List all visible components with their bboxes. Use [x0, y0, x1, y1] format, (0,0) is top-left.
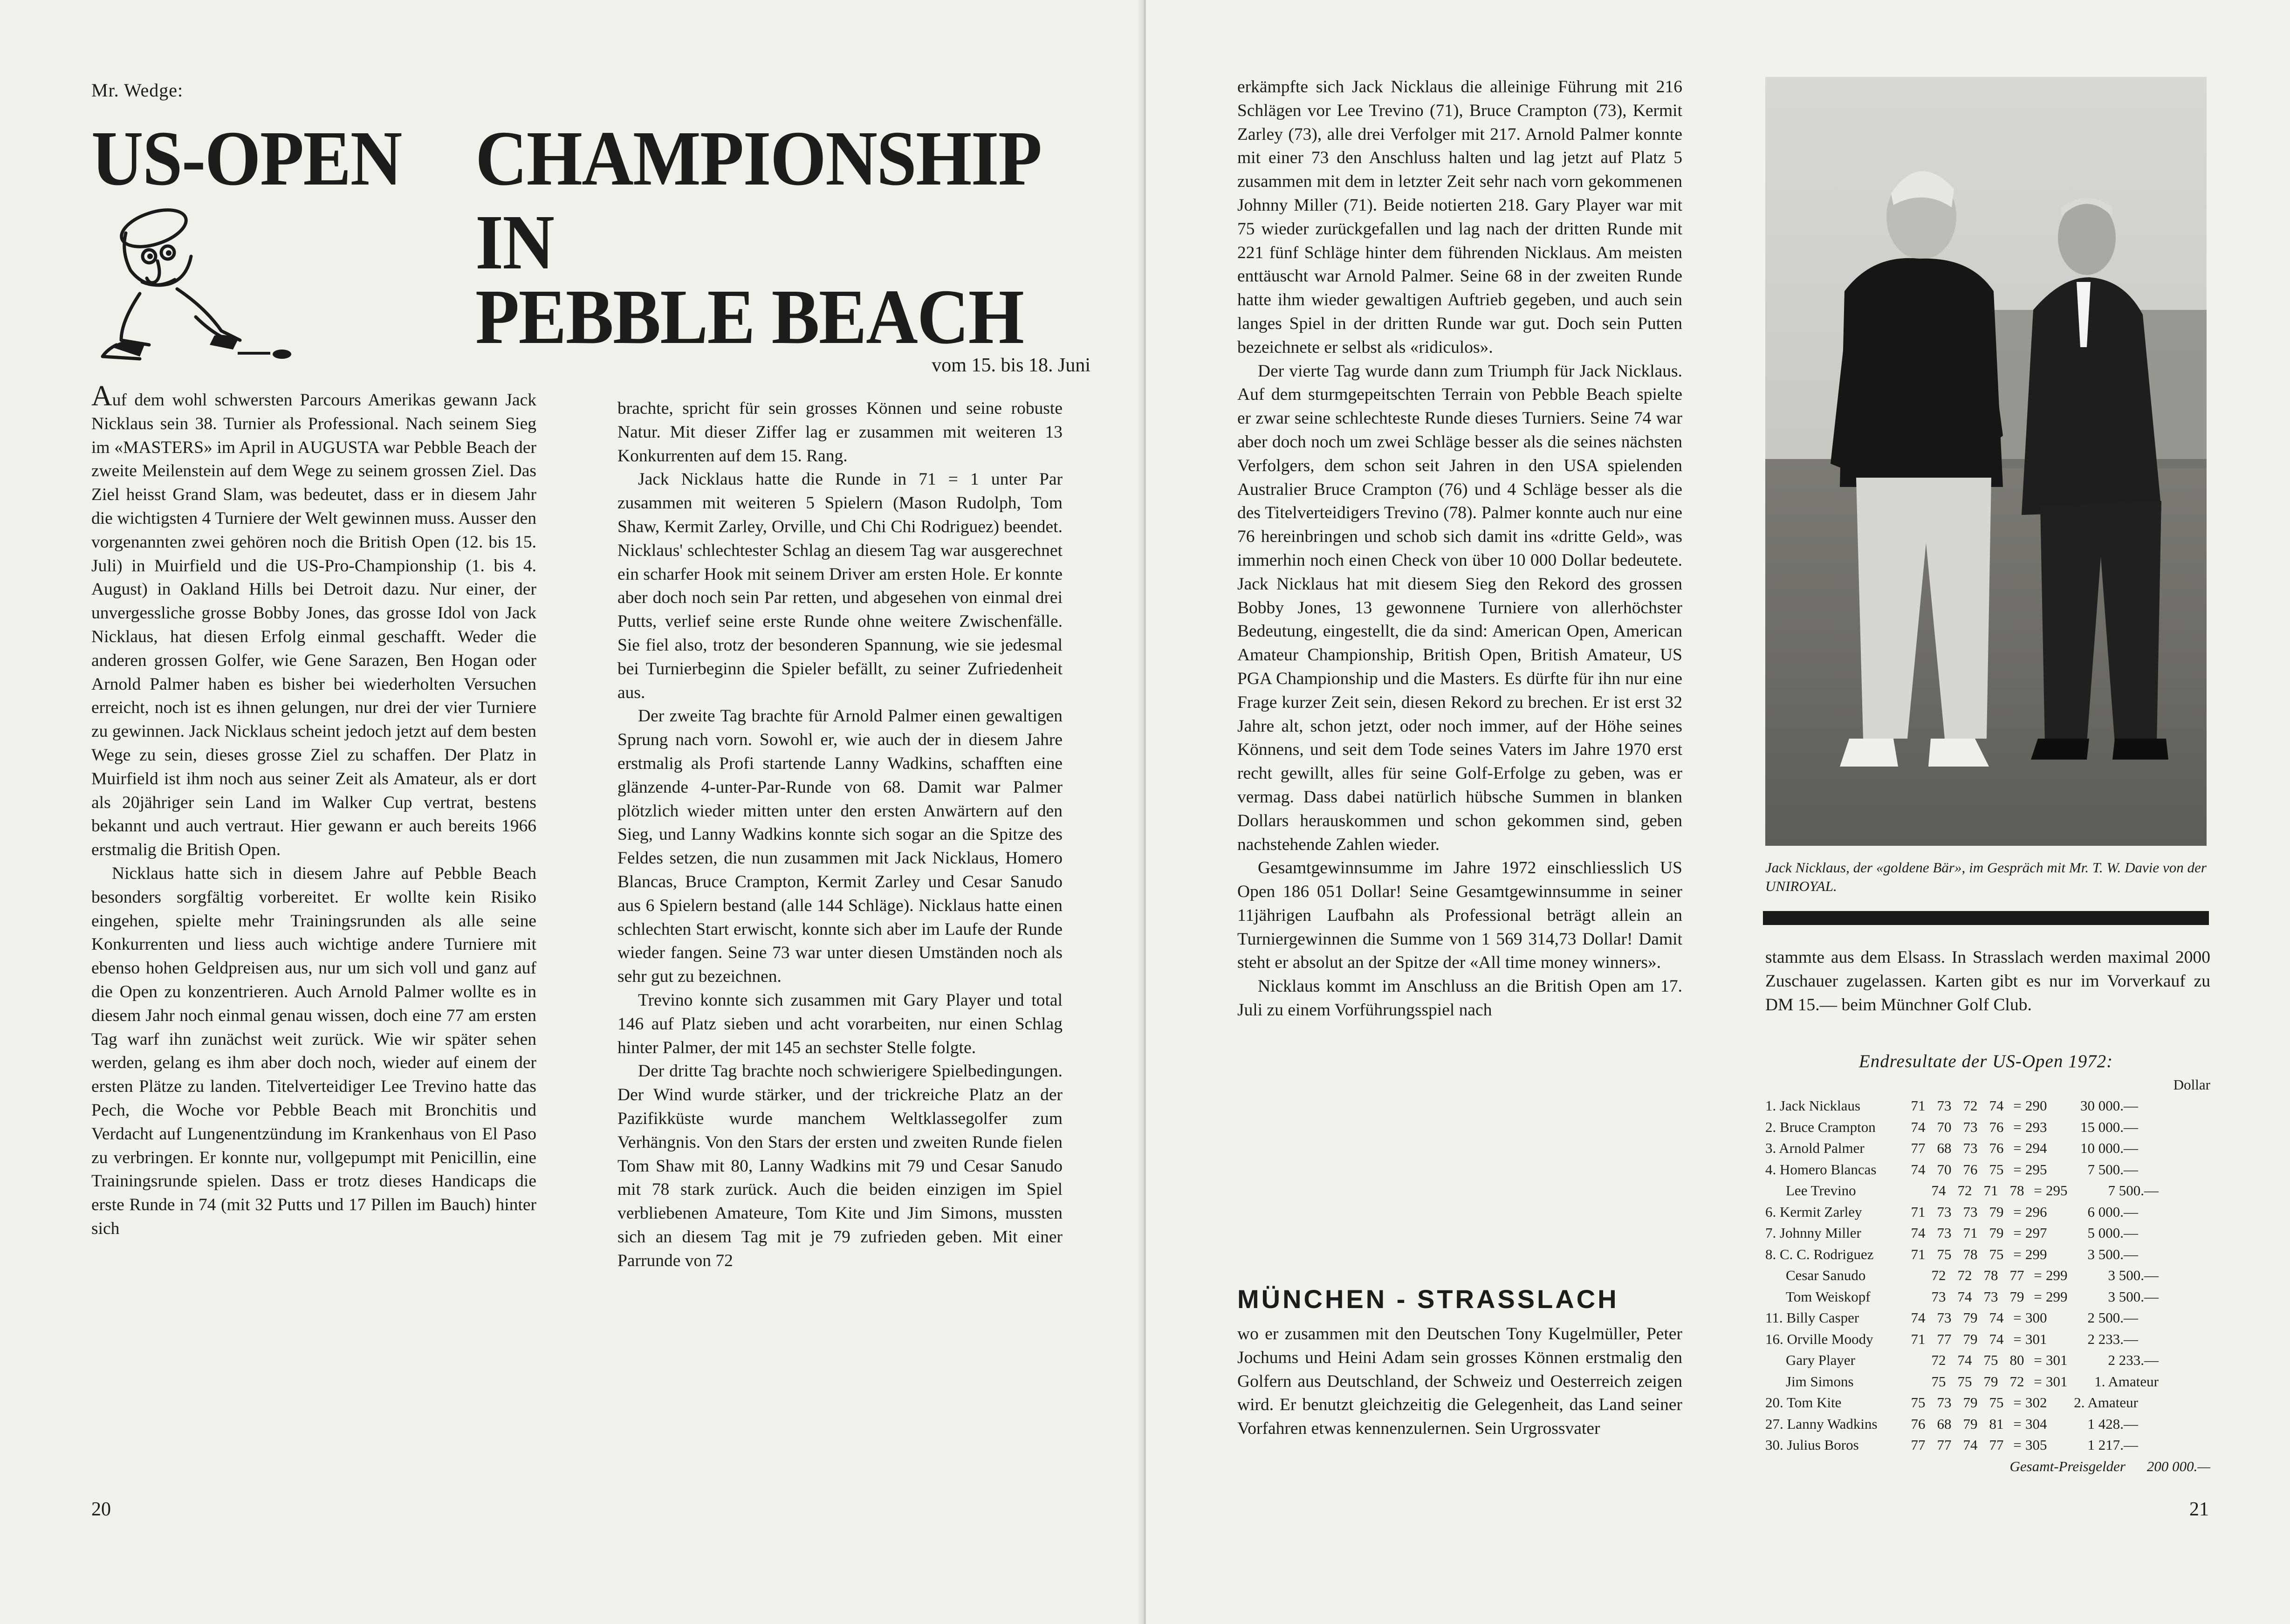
equals-sign: =: [2013, 1140, 2022, 1157]
round-4-score: 75: [1989, 1394, 2004, 1411]
equals-sign: =: [2013, 1225, 2022, 1241]
round-3-score: 79: [1963, 1394, 1978, 1411]
round-2-score: 72: [1957, 1267, 1972, 1284]
paragraph: Der dritte Tag brachte noch schwierigere Spielbedingungen. Der Wind wurde stärker, und der trickreiche Platz an der Pazifikküste wurde manchem Weltklassegolfer zum Verhängnis. Von den Stars der ersten und zweiten Runde fielen Tom Shaw mit 80, Lanny Wadkins mit 79 und Cesar Sanudo mit 78 stark zurück. Auch die beiden einzigen im Spiel verbliebenen Amateure, Tom Kite und Jim Simons, mussten sich an diesem Tag mit je 79 zufrieden geben. Mit einer Parrunde von 72: [617, 1062, 1063, 1270]
round-1-score: 75: [1911, 1394, 1926, 1411]
round-3-score: 72: [1963, 1097, 1978, 1114]
player-name: 6. Kermit Zarley: [1765, 1203, 1862, 1220]
round-4-score: 79: [1989, 1225, 2004, 1241]
equals-sign: =: [2034, 1182, 2042, 1199]
player-name: 4. Homero Blancas: [1765, 1161, 1877, 1178]
equals-sign: =: [2013, 1161, 2022, 1178]
player-name: Tom Weiskopf: [1786, 1288, 1871, 1305]
round-2-score: 73: [1937, 1225, 1952, 1241]
round-1-score: 74: [1911, 1161, 1926, 1178]
equals-sign: =: [2013, 1309, 2022, 1326]
total-score: 294: [2025, 1140, 2047, 1157]
results-row: [1765, 1159, 2210, 1180]
round-3-score: 78: [1983, 1267, 1998, 1284]
total-score: 301: [2025, 1330, 2047, 1347]
round-4-score: 76: [1989, 1118, 2004, 1135]
round-1-score: 74: [1911, 1118, 1926, 1135]
round-3-score: 79: [1963, 1415, 1978, 1432]
page-number-left: 20: [91, 1499, 111, 1520]
paragraph: Gesamtgewinnsumme im Jahre 1972 einschliesslich US Open 186 051 Dollar! Seine Gesamtgewinnsumme in seiner 11jährigen Laufbahn als Professional beträgt allein an Turniergewinnen die Summe von 1 569 314,73 Dollar! Damit steht er absolut an der Spitze der «All time money winners».: [1237, 858, 1682, 973]
golfer-cartoon-illustration: [98, 200, 294, 373]
round-2-score: 73: [1937, 1097, 1952, 1114]
headline-in: IN: [475, 199, 554, 286]
total-score: 299: [2025, 1246, 2047, 1262]
prize-money: 15 000.—: [2080, 1118, 2138, 1135]
player-name: 8. C. C. Rodriguez: [1765, 1246, 1874, 1262]
total-score: 299: [2046, 1267, 2068, 1284]
article-column-2: [617, 397, 1063, 1273]
photo-caption: Jack Nicklaus, der «goldene Bär», im Gespräch mit Mr. T. W. Davie von der UNIROYAL.: [1765, 859, 2207, 894]
round-3-score: 79: [1983, 1373, 1998, 1390]
round-2-score: 68: [1937, 1140, 1952, 1157]
paragraph: Nicklaus kommt im Anschluss an die British Open am 17. Juli zu einem Vorführungsspiel nach: [1237, 977, 1682, 1020]
round-4-score: 75: [1989, 1161, 2004, 1178]
results-row: [1765, 1265, 2210, 1287]
results-row: [1765, 1117, 2210, 1138]
player-name: 7. Johnny Miller: [1765, 1225, 1861, 1241]
total-score: 297: [2025, 1225, 2047, 1241]
paragraph: Auf dem wohl schwersten Parcours Amerikas gewann Jack Nicklaus sein 38. Turnier als Professional. Nach seinem Sieg im «MASTERS» im April in AUGUSTA war Pebble Beach der zweite Meilenstein auf dem Wege zu seinem grossen Ziel. Das Ziel heisst Grand Slam, was bedeutet, dass er in diesem Jahr die wichtigsten 4 Turniere der Welt gewinnen muss. Ausser den vorgenannten zwei gehören noch die British Open (12. bis 15. Juli) in Muirfield und die US-Pro-Championship (1. bis 4. August) in Oakland Hills bei Detroit dazu. Nur einer, der unvergessliche grosse Bobby Jones, das grosse Idol von Jack Nicklaus, hat diesen Erfolg einmal geschafft. Weder die anderen grossen Golfer, wie Gene Sarazen, Ben Hogan oder Arnold Palmer haben es bisher bei wiederholten Versuchen erreicht, noch ist es ihnen gelungen, nur drei der vier Turniere zu gewinnen. Jack Nicklaus scheint jedoch jetzt auf dem besten Wege zu sein, dieses grosse Ziel zu schaffen. Der Platz in Muirfield ist ihm noch aus seiner Zeit als Amateur, als er dort als 20jähriger sein Land im Walker Cup vertrat, bestens bekannt und auch vertraut. Hier gewann er auch bereits 1966 erstmalig die British Open.: [91, 380, 536, 860]
results-row: [1765, 1286, 2210, 1308]
prize-money: 3 500.—: [2108, 1288, 2159, 1305]
total-prize-label: Gesamt-Preisgelder: [2009, 1458, 2125, 1474]
round-2-score: 68: [1937, 1415, 1952, 1432]
prize-money: 1. Amateur: [2094, 1373, 2159, 1390]
prize-money: 6 000.—: [2087, 1203, 2138, 1220]
round-3-score: 75: [1983, 1352, 1998, 1369]
headline-championship: CHAMPIONSHIP: [475, 115, 1042, 202]
total-score: 295: [2025, 1161, 2047, 1178]
paragraph: erkämpfte sich Jack Nicklaus die alleinige Führung mit 216 Schlägen vor Lee Trevino (71), Bruce Crampton (73), Kermit Zarley (73), alle drei Verfolger mit 217. Arnold Palmer konnte mit einer 73 den Anschluss halten und lag jetzt auf Platz 5 zusammen mit dem in letzter Zeit sehr nach vorn gekommenen Johnny Miller (71). Beide notierten 218. Gary Player war mit 75 wieder zurückgefallen und lag nach der dritten Runde mit 221 fünf Schläge hinter dem führenden Nicklaus. Am meisten enttäuscht war Arnold Palmer. Seine 68 in der zweiten Runde hatte ihm wieder gewaltigen Auftrieb gegeben, und auch sein langes Spiel in der dritten Runde war gut. Doch sein Putten bezeichnete er selbst als «ridiculos».: [1237, 77, 1682, 357]
results-row: [1765, 1329, 2210, 1350]
total-score: 304: [2025, 1415, 2047, 1432]
player-name: Cesar Sanudo: [1786, 1267, 1866, 1284]
round-4-score: 79: [1989, 1203, 2004, 1220]
equals-sign: =: [2034, 1288, 2042, 1305]
round-3-score: 73: [1963, 1203, 1978, 1220]
equals-sign: =: [2013, 1394, 2022, 1411]
round-2-score: 74: [1957, 1352, 1972, 1369]
round-4-score: 76: [1989, 1140, 2004, 1157]
round-1-score: 77: [1911, 1140, 1926, 1157]
player-name: 2. Bruce Crampton: [1765, 1118, 1876, 1135]
results-row: [1765, 1308, 2210, 1329]
round-3-score: 73: [1983, 1288, 1998, 1305]
total-score: 293: [2025, 1118, 2047, 1135]
round-2-score: 73: [1937, 1394, 1952, 1411]
paragraph: stammte aus dem Elsass. In Strasslach werden maximal 2000 Zuschauer zugelassen. Karten gibt es nur im Vorverkauf zu DM 15.— beim Münchner Golf Club.: [1765, 948, 2210, 1014]
results-table-title: Endresultate der US-Open 1972:: [1858, 1051, 2113, 1071]
player-name: 1. Jack Nicklaus: [1765, 1097, 1861, 1114]
paragraph: Jack Nicklaus hatte die Runde in 71 = 1 unter Par zusammen mit weiteren 5 Spielern (Mason Rudolph, Tom Shaw, Kermit Zarley, Orville, und Chi Chi Rodriguez) beendet. Nicklaus' schlechtester Schlag an diesem Tag war ausgerechnet ein scharfer Hook mit seinem Driver am ersten Hole. Er konnte aber doch noch sein Par retten, und abgesehen von einmal drei Putts, verlief seine erste Runde ohne weitere Zwischenfälle. Sie fiel also, trotz der besonderen Spannung, wie sie jedesmal bei Turnierbeginn die Spieler befällt, zu seiner Zufriedenheit aus.: [617, 470, 1063, 702]
results-header-row: [1765, 1074, 2210, 1096]
round-2-score: 77: [1937, 1437, 1952, 1453]
photo-nicklaus-davie: [1765, 77, 2207, 846]
section-heading: MÜNCHEN - STRASSLACH: [1237, 1284, 1619, 1314]
round-4-score: 77: [1989, 1437, 2004, 1453]
round-2-score: 75: [1957, 1373, 1972, 1390]
prize-money: 7 500.—: [2108, 1182, 2159, 1199]
black-rule: [1763, 911, 2209, 925]
total-score: 295: [2046, 1182, 2068, 1199]
equals-sign: =: [2013, 1118, 2022, 1135]
prize-money: 2 233.—: [2108, 1352, 2159, 1369]
round-1-score: 76: [1911, 1415, 1926, 1432]
round-4-score: 81: [1989, 1415, 2004, 1432]
round-2-score: 75: [1937, 1246, 1952, 1262]
round-4-score: 72: [2009, 1373, 2024, 1390]
total-score: 301: [2046, 1352, 2068, 1369]
prize-money: 2 233.—: [2087, 1330, 2138, 1347]
total-score: 302: [2025, 1394, 2047, 1411]
equals-sign: =: [2013, 1097, 2022, 1114]
results-row: [1765, 1435, 2210, 1456]
prize-money: 3 500.—: [2087, 1246, 2138, 1262]
round-1-score: 71: [1911, 1203, 1926, 1220]
prize-money: 10 000.—: [2080, 1140, 2138, 1157]
total-prize-amount: 200 000.—: [2146, 1458, 2210, 1474]
results-row: [1765, 1350, 2210, 1371]
round-4-score: 74: [1989, 1097, 2004, 1114]
equals-sign: =: [2013, 1330, 2022, 1347]
round-1-score: 71: [1911, 1246, 1926, 1262]
round-4-score: 75: [1989, 1246, 2004, 1262]
round-1-score: 77: [1911, 1437, 1926, 1453]
round-2-score: 70: [1937, 1161, 1952, 1178]
paragraph: Der vierte Tag wurde dann zum Triumph für Jack Nicklaus. Auf dem sturmgepeitschten Terrain von Pebble Beach spielte er zwar seine schlechteste Runde dieses Turniers. Seine 74 war aber doch noch um zwei Schläge besser als die seines nächsten Verfolgers, dem schon seit Jahren in den USA spielenden Australier Bruce Crampton (76) und 4 Schläge besser als die des Titelverteidigers Trevino (78). Palmer konnte auch nur eine 76 hereinbringen und schob sich damit ins «dritte Geld», was immerhin noch einen Check von über 10 000 Dollar bedeutete. Jack Nicklaus hat mit diesem Sieg den Rekord des grossen Bobby Jones, 13 gewonnene Turniere von allerhöchster Bedeutung, eingestellt, die da sind: American Open, American Amateur Championship, British Open, British Amateur, US PGA Championship und die Masters. Es dürfte für ihn nur eine Frage kurzer Zeit sein, diesen Rekord zu brechen. Er ist erst 32 Jahre alt, schon jetzt, oder noch immer, auf der Höhe seines Könnens, und seit dem Tode seines Vaters im Jahre 1970 erst recht gewillt, alles für seine Golf-Erfolge zu geben, was er vermag. Dass dabei natürlich hübsche Summen in blanken Dollars herauskommen und schon gekommen sind, geben nachstehende Zahlen wieder.: [1237, 361, 1682, 854]
round-3-score: 71: [1983, 1182, 1998, 1199]
paragraph: Trevino konnte sich zusammen mit Gary Player und total 146 auf Platz sieben und acht vorarbeiten, nur einen Schlag hinter Palmer, der mit 145 an sechster Stelle folgte.: [617, 990, 1063, 1057]
total-score: 296: [2025, 1203, 2047, 1220]
round-4-score: 74: [1989, 1309, 2004, 1326]
round-1-score: 74: [1931, 1182, 1946, 1199]
results-body: [1765, 1096, 2210, 1456]
round-2-score: 72: [1957, 1182, 1972, 1199]
round-3-score: 79: [1963, 1330, 1978, 1347]
round-3-score: 71: [1963, 1225, 1978, 1241]
round-1-score: 75: [1931, 1373, 1946, 1390]
results-row: [1765, 1180, 2210, 1202]
paragraph: Nicklaus hatte sich in diesem Jahre auf Pebble Beach besonders sorgfältig vorbereitet. Er wollte kein Risiko eingehen, spielte mehr Trainingsrunden als alle seine Konkurrenten und liess auch wichtige andere Turniere mit ebenso hohen Geldpreisen aus, nur um sich voll und ganz auf die Open zu konzentrieren. Auch Arnold Palmer wollte es in diesem Jahr noch einmal genau wissen, doch eine 77 am ersten Tag warf ihn zunächst weit zurück. Wie wir später sehen werden, gelang es ihm aber doch noch, wieder auf einem der ersten Plätze zu landen. Titelverteidiger Lee Trevino hatte das Pech, die Woche vor Pebble Beach mit Bronchitis und Verdacht auf Lungenentzündung im Krankenhaus von El Paso zu verbringen. Er konnte nur, vollgepumpt mit Penicillin, eine Trainingsrunde spielen. Dass er trotz dieses Handicaps die erste Runde in 74 (mit 32 Putts und 17 Pillen im Bauch) hinter sich: [91, 863, 536, 1238]
round-1-score: 72: [1931, 1267, 1946, 1284]
player-name: 30. Julius Boros: [1765, 1437, 1859, 1453]
results-row: [1765, 1223, 2210, 1244]
results-row: [1765, 1371, 2210, 1392]
prize-money: 7 500.—: [2087, 1161, 2138, 1178]
prize-money: 3 500.—: [2108, 1267, 2159, 1284]
headline-pebble-beach: PEBBLE BEACH: [475, 274, 1024, 360]
results-total-row: [1765, 1456, 2210, 1477]
results-table: [1765, 1074, 2210, 1477]
player-name: Lee Trevino: [1786, 1182, 1856, 1199]
prize-money: 2 500.—: [2087, 1309, 2138, 1326]
equals-sign: =: [2013, 1415, 2022, 1432]
left-page: [0, 0, 1144, 1624]
article-column-3-continued: [1237, 1322, 1682, 1441]
round-3-score: 73: [1963, 1140, 1978, 1157]
drop-cap: A: [91, 380, 112, 412]
column-kicker: Mr. Wedge:: [91, 80, 184, 101]
round-1-score: 71: [1911, 1330, 1926, 1347]
player-name: 3. Arnold Palmer: [1765, 1140, 1865, 1157]
round-2-score: 77: [1937, 1330, 1952, 1347]
round-3-score: 79: [1963, 1309, 1978, 1326]
paragraph: wo er zusammen mit den Deutschen Tony Kugelmüller, Peter Jochums und Heini Adam sein grosses Können erstmalig den Golfern aus Deutschland, der Schweiz und Oesterreich zeigen wird. Er benutzt gleichzeitig die Gelegenheit, das Land seiner Vorfahren etwas kennenzulernen. Sein Urgrossvater: [1237, 1324, 1682, 1439]
article-column-3: [1237, 75, 1682, 1022]
event-dates: vom 15. bis 18. Juni: [932, 355, 1090, 376]
round-2-score: 70: [1937, 1118, 1952, 1135]
round-3-score: 78: [1963, 1246, 1978, 1262]
round-2-score: 73: [1937, 1203, 1952, 1220]
player-name: 27. Lanny Wadkins: [1765, 1415, 1878, 1432]
player-name: 11. Billy Casper: [1765, 1309, 1859, 1326]
results-row: [1765, 1413, 2210, 1435]
prize-money: 2. Amateur: [2074, 1394, 2138, 1411]
article-column-1: [91, 380, 536, 1241]
total-score: 305: [2025, 1437, 2047, 1453]
prize-money: 1 217.—: [2087, 1437, 2138, 1453]
prize-money: 30 000.—: [2080, 1097, 2138, 1114]
round-1-score: 73: [1931, 1288, 1946, 1305]
player-name: Gary Player: [1786, 1352, 1855, 1369]
round-4-score: 79: [2009, 1288, 2024, 1305]
equals-sign: =: [2034, 1373, 2042, 1390]
paragraph: Der zweite Tag brachte für Arnold Palmer einen gewaltigen Sprung nach vorn. Sowohl er, wie auch der in diesem Jahre erstmalig als Profi startende Lanny Wadkins, schafften eine glänzende 4-unter-Par-Runde von 68. Damit war Palmer plötzlich wieder mitten unter den ersten Anwärtern auf den Sieg, und Lanny Wadkins konnte sich sogar an die Spitze des Feldes setzen, die nun zusammen mit Jack Nicklaus, Homero Blancas, Bruce Crampton, Kermit Zarley und Cesar Sanudo aus 6 Spielern bestand (alle 144 Schläge). Nicklaus hatte einen schlechten Start erwischt, konnte sich aber im Laufe der Runde wieder fangen. Seine 73 war unter diesen Umständen noch als sehr gut zu bezeichnen.: [617, 706, 1063, 987]
round-4-score: 77: [2009, 1267, 2024, 1284]
photo-image: [1765, 77, 2207, 846]
equals-sign: =: [2013, 1203, 2022, 1220]
round-4-score: 80: [2009, 1352, 2024, 1369]
round-1-score: 71: [1911, 1097, 1926, 1114]
page-number-right: 21: [2189, 1499, 2209, 1520]
round-4-score: 78: [2009, 1182, 2024, 1199]
round-3-score: 74: [1963, 1437, 1978, 1453]
equals-sign: =: [2013, 1246, 2022, 1262]
total-score: 300: [2025, 1309, 2047, 1326]
equals-sign: =: [2034, 1267, 2042, 1284]
player-name: Jim Simons: [1786, 1373, 1854, 1390]
round-1-score: 74: [1911, 1225, 1926, 1241]
results-row: [1765, 1392, 2210, 1414]
results-row: [1765, 1244, 2210, 1265]
headline-us-open: US-OPEN: [91, 115, 402, 202]
round-4-score: 74: [1989, 1330, 2004, 1347]
prize-money: 1 428.—: [2087, 1415, 2138, 1432]
paragraph: brachte, spricht für sein grosses Können und seine robuste Natur. Mit dieser Ziffer lag er zusammen mit weiteren 13 Konkurrenten auf dem 15. Rang.: [617, 399, 1063, 466]
results-row: [1765, 1096, 2210, 1117]
round-3-score: 76: [1963, 1161, 1978, 1178]
prize-money: 5 000.—: [2087, 1225, 2138, 1241]
player-name: 16. Orville Moody: [1765, 1330, 1873, 1347]
dollar-column-header: Dollar: [2173, 1076, 2210, 1093]
player-name: 20. Tom Kite: [1765, 1394, 1842, 1411]
total-score: 301: [2046, 1373, 2068, 1390]
round-1-score: 74: [1911, 1309, 1926, 1326]
article-column-4: [1765, 946, 2210, 1017]
round-1-score: 72: [1931, 1352, 1946, 1369]
round-2-score: 73: [1937, 1309, 1952, 1326]
total-score: 299: [2046, 1288, 2068, 1305]
equals-sign: =: [2013, 1437, 2022, 1453]
results-row: [1765, 1201, 2210, 1223]
total-score: 290: [2025, 1097, 2047, 1114]
round-2-score: 74: [1957, 1288, 1972, 1305]
round-3-score: 73: [1963, 1118, 1978, 1135]
results-row: [1765, 1138, 2210, 1159]
equals-sign: =: [2034, 1352, 2042, 1369]
